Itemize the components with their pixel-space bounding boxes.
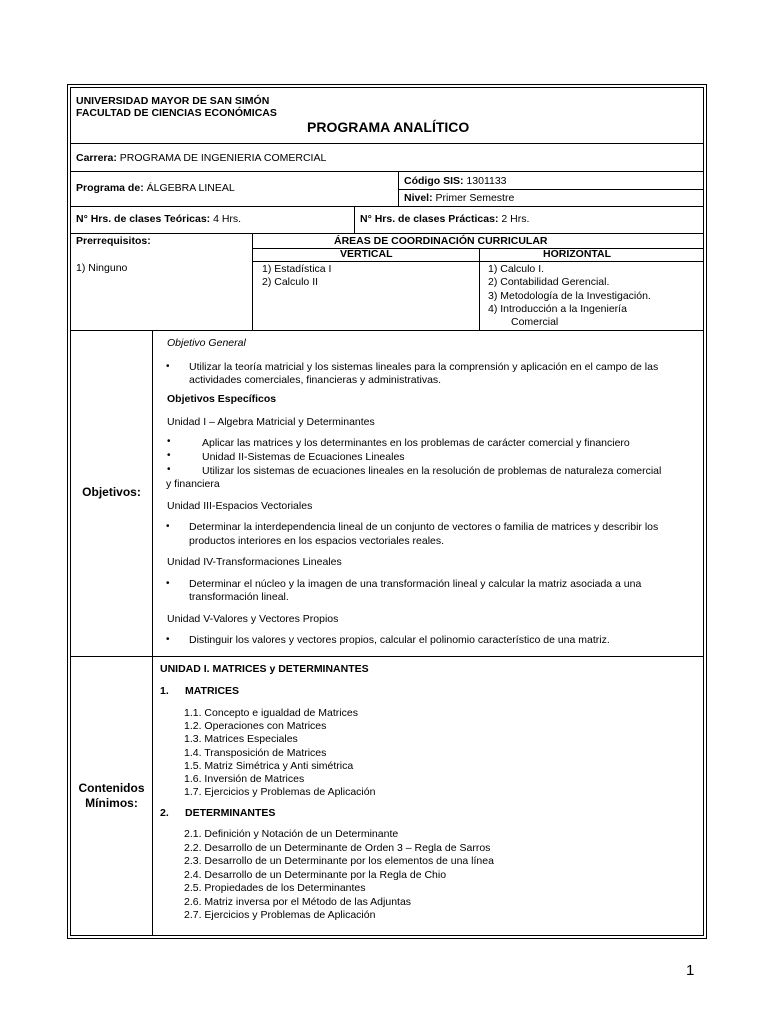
areas-title: ÁREAS DE COORDINACIÓN CURRICULAR bbox=[334, 235, 548, 247]
page-number: 1 bbox=[686, 962, 695, 979]
horizontal-item-2: 2) Contabilidad Gerencial. bbox=[488, 276, 610, 288]
objetivo-general-line2: actividades comerciales, financieras y administrativas. bbox=[189, 374, 442, 386]
section-1-title: MATRICES bbox=[185, 685, 240, 697]
bullet-icon: • bbox=[166, 578, 170, 589]
programa-label: Programa de: bbox=[76, 182, 144, 194]
nivel-value: Primer Semestre bbox=[435, 192, 515, 204]
section-1-item: 1.2. Operaciones con Matrices bbox=[184, 720, 327, 733]
unidad-2-bullet-1-cont: y financiera bbox=[166, 478, 220, 490]
unidad-4-line1: Determinar el núcleo y la imagen de una transformación lineal y calcular la matriz asociada a una bbox=[189, 578, 642, 590]
bullet-icon: • bbox=[166, 361, 170, 372]
section-1-number: 1. bbox=[160, 685, 169, 697]
programa-value: ÁLGEBRA LINEAL bbox=[146, 182, 235, 194]
carrera-row bbox=[76, 152, 326, 165]
bullet-icon: • bbox=[166, 634, 170, 645]
section-2-number: 2. bbox=[160, 807, 169, 819]
unidad-1-title: Unidad I – Algebra Matricial y Determinantes bbox=[167, 416, 375, 428]
faculty-name: FACULTAD DE CIENCIAS ECONÓMICAS bbox=[76, 107, 277, 119]
unidad-2-title: Unidad II-Sistemas de Ecuaciones Lineales bbox=[202, 451, 405, 463]
objetivos-especificos-title: Objetivos Específicos bbox=[167, 393, 277, 405]
contenidos-label-line1: Contenidos bbox=[78, 781, 145, 795]
objetivo-general-title: Objetivo General bbox=[167, 337, 246, 349]
bullet-icon: • bbox=[167, 450, 171, 461]
contenidos-label-line2: Mínimos: bbox=[85, 796, 138, 810]
page-title: PROGRAMA ANALÍTICO bbox=[307, 119, 470, 135]
carrera-label: Carrera: bbox=[76, 152, 117, 164]
teoricas-row bbox=[76, 213, 241, 226]
section-2-item: 2.7. Ejercicios y Problemas de Aplicación bbox=[184, 909, 376, 921]
section-1-item: 1.7. Ejercicios y Problemas de Aplicación bbox=[184, 786, 376, 799]
unidad-3-line1: Determinar la interdependencia lineal de un conjunto de vectores o familia de matrices y describir los bbox=[189, 521, 659, 533]
unidad-2-bullet-1: Utilizar los sistemas de ecuaciones lineales en la resolución de problemas de naturaleza comercial bbox=[202, 465, 662, 477]
codigo-value: 1301133 bbox=[466, 175, 507, 187]
section-2-item: 2.3. Desarrollo de un Determinante por los elementos de una línea bbox=[184, 855, 494, 867]
prerreq-item: 1) Ninguno bbox=[76, 262, 128, 274]
section-1-item: 1.4. Transposición de Matrices bbox=[184, 746, 327, 759]
unidad-3-title: Unidad III-Espacios Vectoriales bbox=[167, 500, 313, 512]
unidad-1-content-title: UNIDAD I. MATRICES y DETERMINANTES bbox=[160, 663, 369, 675]
unidad-4-line2: transformación lineal. bbox=[189, 591, 289, 603]
practicas-value: 2 Hrs. bbox=[501, 213, 530, 225]
section-2-item: 2.4. Desarrollo de un Determinante por la Regla de Chio bbox=[184, 868, 447, 881]
bullet-icon: • bbox=[167, 464, 171, 475]
teoricas-value: 4 Hrs. bbox=[213, 213, 242, 225]
prerreq-label: Prerrequisitos: bbox=[76, 235, 151, 247]
vertical-item-1: 1) Estadística I bbox=[262, 263, 332, 275]
section-1-item: 1.5. Matriz Simétrica y Anti simétrica bbox=[184, 759, 354, 772]
section-1-item: 1.6. Inversión de Matrices bbox=[184, 773, 305, 785]
horizontal-item-3: 3) Metodología de la Investigación. bbox=[488, 290, 651, 302]
section-1-item: 1.1. Concepto e igualdad de Matrices bbox=[184, 707, 358, 719]
unidad-5-title: Unidad V-Valores y Vectores Propios bbox=[167, 613, 339, 625]
section-2-title: DETERMINANTES bbox=[185, 807, 276, 819]
unidad-1-bullet-1: Aplicar las matrices y los determinantes en los problemas de carácter comercial y financiero bbox=[202, 437, 630, 449]
programa-row bbox=[76, 182, 235, 195]
vertical-label: VERTICAL bbox=[340, 248, 393, 260]
practicas-row bbox=[360, 213, 529, 226]
horizontal-label: HORIZONTAL bbox=[543, 248, 612, 260]
bullet-icon: • bbox=[166, 521, 170, 532]
objetivos-label: Objetivos: bbox=[82, 485, 141, 499]
section-2-item: 2.5. Propiedades de los Determinantes bbox=[184, 882, 366, 894]
unidad-3-line2: productos interiores en los espacios vectoriales reales. bbox=[189, 535, 445, 547]
university-name: UNIVERSIDAD MAYOR DE SAN SIMÓN bbox=[76, 95, 270, 107]
section-2-item: 2.1. Definición y Notación de un Determinante bbox=[184, 828, 399, 840]
practicas-label: N° Hrs. de clases Prácticas: bbox=[360, 213, 499, 225]
unidad-5-line1: Distinguir los valores y vectores propios, calcular el polinomio característico de una matriz. bbox=[189, 634, 610, 646]
carrera-value: PROGRAMA DE INGENIERIA COMERCIAL bbox=[119, 152, 327, 164]
horizontal-item-1: 1) Calculo I. bbox=[488, 263, 545, 275]
nivel-row bbox=[404, 192, 514, 205]
nivel-label: Nivel: bbox=[404, 192, 433, 204]
section-2-item: 2.6. Matriz inversa por el Método de las Adjuntas bbox=[184, 895, 412, 908]
codigo-row bbox=[404, 175, 507, 188]
horizontal-item-4: 4) Introducción a la Ingeniería bbox=[488, 303, 627, 315]
section-1-item: 1.3. Matrices Especiales bbox=[184, 733, 298, 746]
objetivo-general-line1: Utilizar la teoría matricial y los sistemas lineales para la comprensión y aplicación en el campo de las bbox=[189, 361, 659, 373]
horizontal-item-4-cont: Comercial bbox=[511, 316, 559, 328]
bullet-icon: • bbox=[167, 436, 171, 447]
unidad-4-title: Unidad IV-Transformaciones Lineales bbox=[167, 556, 342, 568]
vertical-item-2: 2) Calculo II bbox=[262, 276, 319, 288]
section-2-item: 2.2. Desarrollo de un Determinante de Orden 3 – Regla de Sarros bbox=[184, 841, 491, 854]
codigo-label: Código SIS: bbox=[404, 175, 464, 187]
teoricas-label: N° Hrs. de clases Teóricas: bbox=[76, 213, 211, 225]
